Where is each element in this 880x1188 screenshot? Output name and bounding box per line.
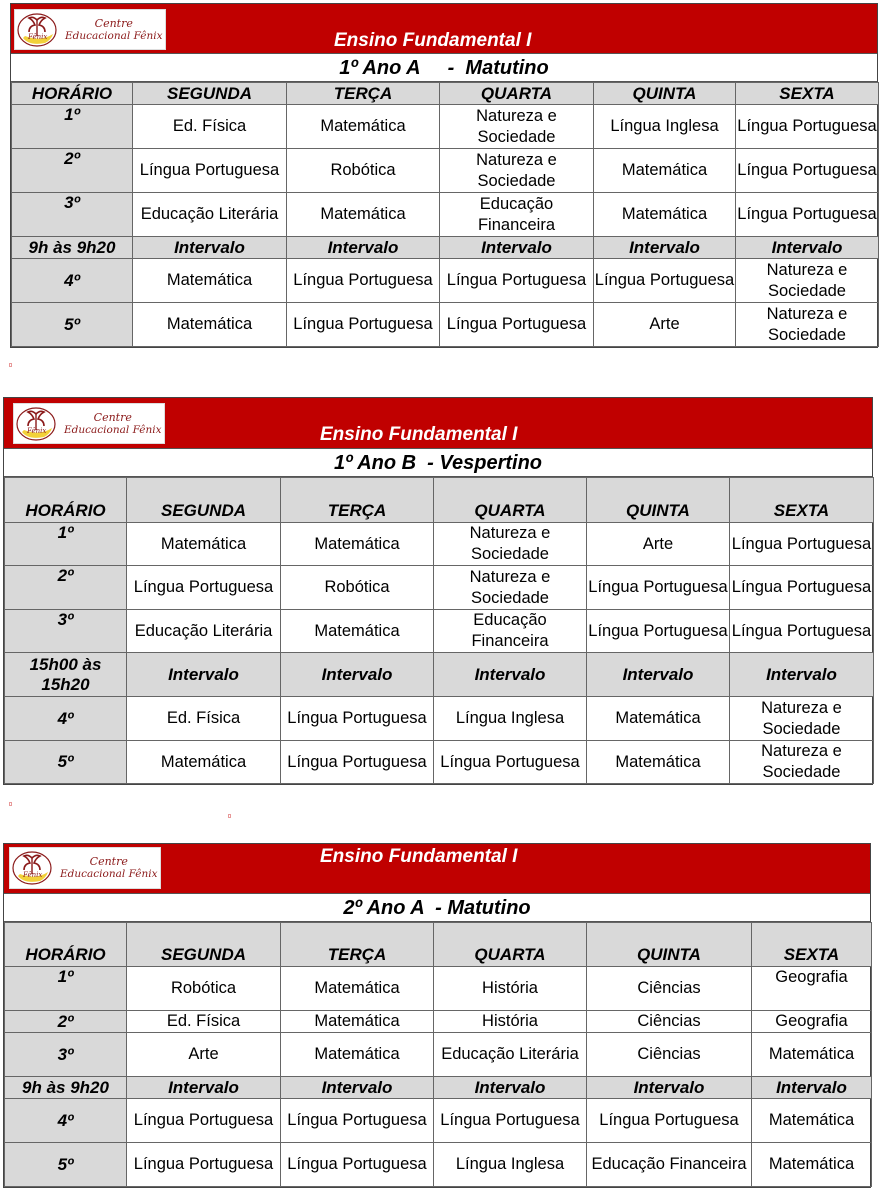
subject-cell: Robótica [281, 566, 434, 610]
subject-cell: Matemática [127, 741, 281, 784]
break-cell: Intervalo [287, 237, 440, 259]
column-header-day: QUARTA [440, 83, 594, 105]
subject-cell: Geografia [752, 967, 872, 1011]
table-row [5, 967, 872, 1011]
break-cell: Intervalo [752, 1077, 872, 1099]
logo-emblem-text: Fênix [23, 871, 43, 879]
subject-cell: Matemática [281, 967, 434, 1011]
time-slot: 1º [5, 967, 127, 1011]
schedule-table [3, 397, 873, 785]
subject-cell: História [434, 967, 587, 1011]
subject-cell: História [434, 1011, 587, 1033]
break-cell: Intervalo [587, 653, 730, 697]
school-logo [13, 403, 165, 444]
subject-cell: Matemática [752, 1033, 872, 1077]
time-slot: 5º [5, 741, 127, 784]
column-header-day: QUINTA [587, 478, 730, 523]
break-row [12, 237, 879, 259]
break-cell: Intervalo [127, 653, 281, 697]
table-row [5, 741, 874, 784]
column-header-day: QUINTA [587, 923, 752, 967]
subject-cell: Língua Portuguesa [440, 259, 594, 303]
subject-cell: Língua Portuguesa [287, 259, 440, 303]
subject-cell: Ciências [587, 1033, 752, 1077]
subject-cell: Língua Portuguesa [281, 1099, 434, 1143]
subject-cell: Língua Portuguesa [587, 1099, 752, 1143]
subject-cell: Matemática [287, 105, 440, 149]
subject-cell: Língua Portuguesa [287, 303, 440, 347]
subject-cell: Língua Portuguesa [730, 523, 874, 566]
time-slot: 9h às 9h20 [5, 1077, 127, 1099]
subject-cell: Matemática [594, 193, 736, 237]
timetable [4, 922, 872, 1187]
subject-cell: Matemática [281, 610, 434, 653]
subject-cell: Educação Literária [133, 193, 287, 237]
table-row [12, 259, 879, 303]
subject-cell: Língua Inglesa [434, 697, 587, 741]
subject-cell: Geografia [752, 1011, 872, 1033]
time-slot: 3º [5, 610, 127, 653]
logo-emblem-text: Fênix [28, 33, 48, 41]
column-header-day: QUARTA [434, 923, 587, 967]
column-header-day: SEGUNDA [127, 923, 281, 967]
subject-cell: Língua Portuguesa [127, 1099, 281, 1143]
subject-cell: Matemática [587, 697, 730, 741]
banner-title: Ensino Fundamental I [320, 424, 518, 445]
table-row [5, 697, 874, 741]
column-header-day: SEXTA [730, 478, 874, 523]
break-cell: Intervalo [440, 237, 594, 259]
subject-cell: Educação Financeira [434, 610, 587, 653]
column-header-day: TERÇA [281, 923, 434, 967]
time-slot: 3º [5, 1033, 127, 1077]
table-row [5, 1011, 872, 1033]
subject-cell: Língua Portuguesa [736, 149, 879, 193]
subject-cell: Língua Portuguesa [730, 610, 874, 653]
subject-cell: Matemática [594, 149, 736, 193]
time-slot: 4º [12, 259, 133, 303]
time-slot: 1º [5, 523, 127, 566]
subject-cell: Natureza e Sociedade [434, 566, 587, 610]
subject-cell: Língua Portuguesa [281, 741, 434, 784]
schedule-table [3, 843, 871, 1188]
break-row [5, 653, 874, 697]
time-slot: 5º [12, 303, 133, 347]
stray-mark [228, 814, 231, 818]
column-header-day: QUINTA [594, 83, 736, 105]
subject-cell: Robótica [127, 967, 281, 1011]
logo-line-1: Centre [89, 855, 128, 868]
break-cell: Intervalo [127, 1077, 281, 1099]
time-slot: 2º [5, 1011, 127, 1033]
subject-cell: Matemática [587, 741, 730, 784]
time-slot: 4º [5, 697, 127, 741]
timetable [4, 477, 874, 784]
phoenix-emblem-icon [10, 850, 58, 886]
subject-cell: Língua Portuguesa [434, 741, 587, 784]
column-header-horario: HORÁRIO [12, 83, 133, 105]
table-row [12, 303, 879, 347]
logo-line-1: Centre [94, 16, 133, 30]
schedule-banner [4, 844, 870, 894]
time-slot: 15h00 às 15h20 [5, 653, 127, 697]
logo-line-1: Centre [93, 410, 132, 424]
break-cell: Intervalo [594, 237, 736, 259]
header-row [12, 83, 879, 105]
subject-cell: Ciências [587, 1011, 752, 1033]
phoenix-emblem-icon [14, 406, 62, 442]
subject-cell: Língua Portuguesa [281, 1143, 434, 1187]
subject-cell: Língua Portuguesa [736, 105, 879, 149]
subject-cell: Educação Financeira [440, 193, 594, 237]
time-slot: 9h às 9h20 [12, 237, 133, 259]
table-row [5, 1099, 872, 1143]
column-header-day: TERÇA [287, 83, 440, 105]
table-row [5, 523, 874, 566]
logo-line-2: Educacional Fênix [65, 29, 163, 42]
break-cell: Intervalo [133, 237, 287, 259]
time-slot: 2º [12, 149, 133, 193]
subject-cell: Matemática [127, 523, 281, 566]
time-slot: 2º [5, 566, 127, 610]
subject-cell: Língua Portuguesa [730, 566, 874, 610]
table-row [12, 105, 879, 149]
break-cell: Intervalo [434, 653, 587, 697]
break-cell: Intervalo [736, 237, 879, 259]
stray-mark [9, 802, 12, 806]
column-header-day: QUARTA [434, 478, 587, 523]
subject-cell: Matemática [752, 1143, 872, 1187]
subject-cell: Língua Portuguesa [281, 697, 434, 741]
subject-cell: Matemática [133, 259, 287, 303]
subject-cell: Língua Portuguesa [127, 566, 281, 610]
subject-cell: Língua Portuguesa [434, 1099, 587, 1143]
subject-cell: Ed. Física [127, 1011, 281, 1033]
time-slot: 4º [5, 1099, 127, 1143]
subject-cell: Matemática [281, 1011, 434, 1033]
subject-cell: Natureza e Sociedade [434, 523, 587, 566]
logo-emblem-text: Fênix [27, 427, 47, 435]
subject-cell: Língua Portuguesa [440, 303, 594, 347]
subject-cell: Natureza e Sociedade [730, 741, 874, 784]
subject-cell: Língua Portuguesa [736, 193, 879, 237]
subject-cell: Natureza e Sociedade [736, 303, 879, 347]
table-row [12, 149, 879, 193]
subject-cell: Matemática [752, 1099, 872, 1143]
subject-cell: Educação Literária [434, 1033, 587, 1077]
school-logo [14, 9, 166, 50]
subject-cell: Língua Portuguesa [594, 259, 736, 303]
subject-cell: Matemática [281, 1033, 434, 1077]
column-header-day: SEXTA [736, 83, 879, 105]
break-cell: Intervalo [434, 1077, 587, 1099]
class-subtitle: 1º Ano A - Matutino [11, 54, 877, 82]
logo-line-2: Educacional Fênix [64, 423, 162, 436]
logo-text [65, 18, 163, 42]
table-row [5, 1143, 872, 1187]
time-slot: 1º [12, 105, 133, 149]
break-cell: Intervalo [730, 653, 874, 697]
subject-cell: Arte [594, 303, 736, 347]
break-cell: Intervalo [281, 653, 434, 697]
header-row [5, 923, 872, 967]
subject-cell: Arte [127, 1033, 281, 1077]
break-row [5, 1077, 872, 1099]
column-header-horario: HORÁRIO [5, 478, 127, 523]
timetable [11, 82, 879, 347]
subject-cell: Matemática [281, 523, 434, 566]
subject-cell: Natureza e Sociedade [440, 149, 594, 193]
subject-cell: Língua Portuguesa [133, 149, 287, 193]
class-subtitle: 1º Ano B - Vespertino [4, 449, 872, 477]
subject-cell: Língua Portuguesa [127, 1143, 281, 1187]
subject-cell: Ed. Física [127, 697, 281, 741]
subject-cell: Matemática [133, 303, 287, 347]
table-row [12, 193, 879, 237]
subject-cell: Ciências [587, 967, 752, 1011]
subject-cell: Matemática [287, 193, 440, 237]
header-row [5, 478, 874, 523]
subject-cell: Língua Inglesa [594, 105, 736, 149]
table-row [5, 1033, 872, 1077]
stray-mark [9, 363, 12, 367]
time-slot: 3º [12, 193, 133, 237]
subject-cell: Educação Literária [127, 610, 281, 653]
subject-cell: Natureza e Sociedade [730, 697, 874, 741]
logo-text [64, 412, 162, 436]
time-slot: 5º [5, 1143, 127, 1187]
column-header-horario: HORÁRIO [5, 923, 127, 967]
banner-title: Ensino Fundamental I [334, 30, 532, 51]
column-header-day: SEXTA [752, 923, 872, 967]
schedule-banner [11, 4, 877, 54]
banner-title: Ensino Fundamental I [320, 846, 518, 867]
subject-cell: Natureza e Sociedade [440, 105, 594, 149]
break-cell: Intervalo [281, 1077, 434, 1099]
phoenix-emblem-icon [15, 12, 63, 48]
class-subtitle: 2º Ano A - Matutino [4, 894, 870, 922]
schedule-banner [4, 398, 872, 449]
subject-cell: Natureza e Sociedade [736, 259, 879, 303]
column-header-day: TERÇA [281, 478, 434, 523]
logo-line-2: Educacional Fênix [60, 868, 158, 880]
subject-cell: Ed. Física [133, 105, 287, 149]
subject-cell: Língua Inglesa [434, 1143, 587, 1187]
subject-cell: Língua Portuguesa [587, 566, 730, 610]
subject-cell: Robótica [287, 149, 440, 193]
break-cell: Intervalo [587, 1077, 752, 1099]
logo-text [60, 856, 158, 880]
table-row [5, 566, 874, 610]
schedule-table [10, 3, 878, 348]
subject-cell: Arte [587, 523, 730, 566]
column-header-day: SEGUNDA [127, 478, 281, 523]
subject-cell: Educação Financeira [587, 1143, 752, 1187]
subject-cell: Língua Portuguesa [587, 610, 730, 653]
column-header-day: SEGUNDA [133, 83, 287, 105]
table-row [5, 610, 874, 653]
school-logo [9, 847, 161, 889]
